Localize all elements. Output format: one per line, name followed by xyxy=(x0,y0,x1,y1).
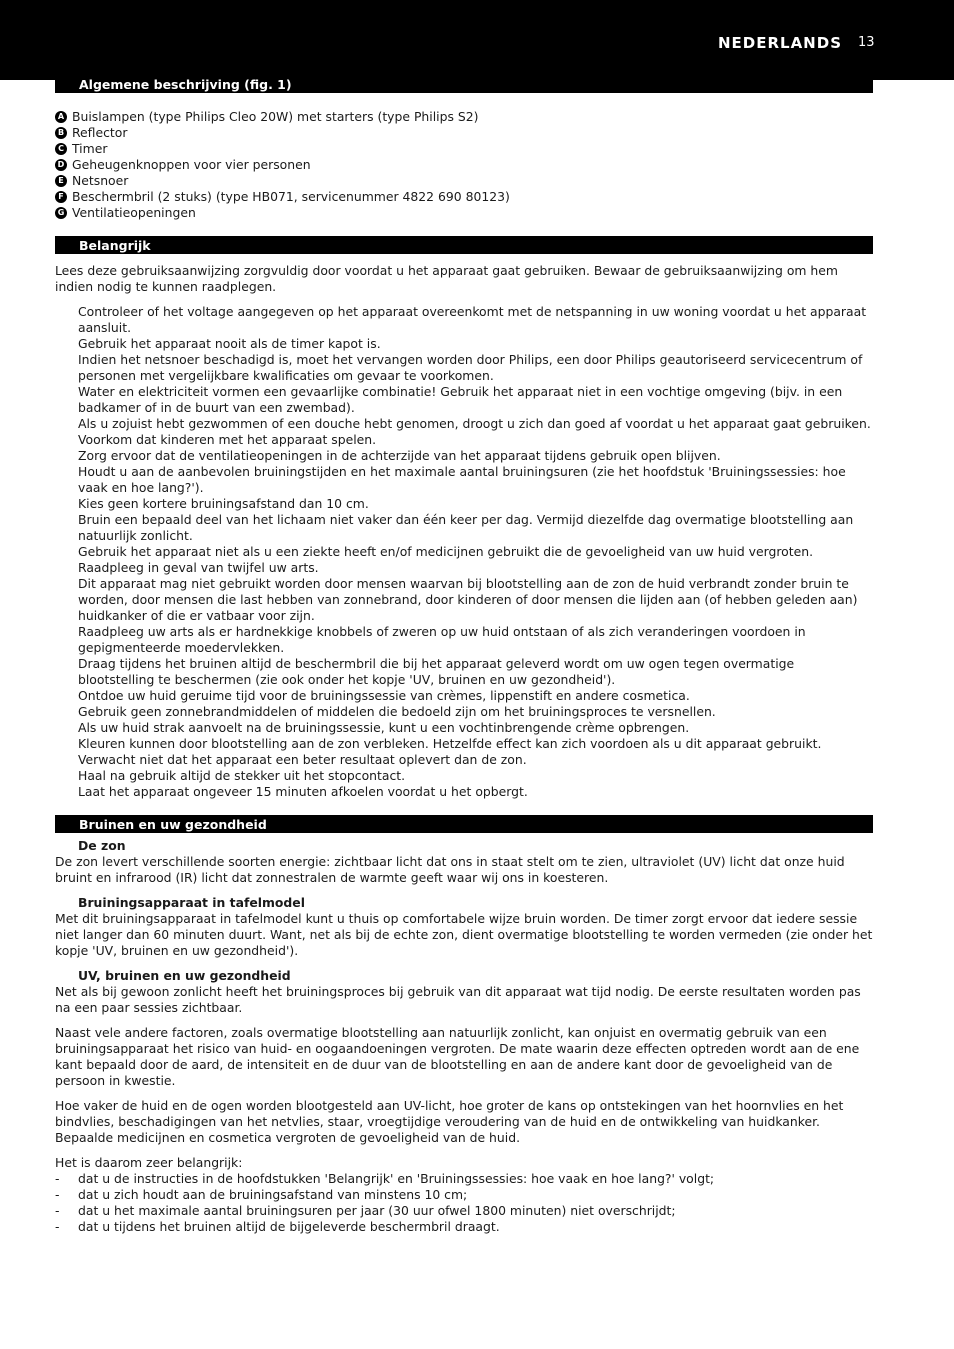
list-item: Dit apparaat mag niet gebruikt worden door mensen waarvan bij blootstelling aan de zon de huid verbrandt zonder bruin te worden, door mensen die last hebben van zonnebrand, door kinderen of door mensen die lijden aan (of hebben geleden aan) huidkanker of die er vatbaar voor zijn. xyxy=(78,576,858,623)
list-item: Gebruik geen zonnebrandmiddelen of middelen die bedoeld zijn om het bruiningsproces te versnellen. xyxy=(78,704,716,719)
list-item xyxy=(55,1171,873,1187)
list-item: Water en elektriciteit vormen een gevaarlijke combinatie! Gebruik het apparaat niet in een vochtige omgeving (bijv. in een badkamer of in de buurt van een zwembad). xyxy=(78,384,843,415)
parts-legend xyxy=(55,109,873,221)
dash-marker: - xyxy=(55,1187,60,1202)
list-item: Kies geen kortere bruiningsafstand dan 10 cm. xyxy=(78,496,369,511)
legend-item xyxy=(55,189,873,205)
list-item: Houdt u aan de aanbevolen bruiningstijden en het maximale aantal bruiningsuren (zie het hoofdstuk 'Bruiningssessies: hoe vaak en hoe lang?'). xyxy=(78,464,846,495)
list-item: Voorkom dat kinderen met het apparaat spelen. xyxy=(78,432,377,447)
legend-item-text: Reflector xyxy=(72,125,128,140)
list-item-text: dat u zich houdt aan de bruiningsafstand van minstens 10 cm; xyxy=(78,1187,468,1202)
subheading-table-model: Bruiningsapparaat in tafelmodel xyxy=(78,895,305,910)
list-item: Ontdoe uw huid geruime tijd voor de bruiningssessie van crèmes, lippenstift en andere cosmetica. xyxy=(78,688,690,703)
list-item: Bruin een bepaald deel van het lichaam niet vaker dan één keer per dag. Vermijd diezelfde dag overmatige blootstelling aan natuurlijk zonlicht. xyxy=(78,512,854,543)
list-item: Als uw huid strak aanvoelt na de bruiningssessie, kunt u een vochtinbrengende crème opbrengen. xyxy=(78,720,690,735)
legend-item-text: Ventilatieopeningen xyxy=(72,205,196,220)
legend-item-text: Netsnoer xyxy=(72,173,129,188)
list-item: Kleuren kunnen door blootstelling aan de zon verbleken. Hetzelfde effect kan zich voordoen als u dit apparaat gebruikt. xyxy=(78,736,822,751)
letter-d-badge: D xyxy=(55,159,67,171)
list-item xyxy=(55,1187,873,1203)
legend-item xyxy=(55,125,873,141)
dash-marker: - xyxy=(55,1171,60,1186)
list-item-text: dat u het maximale aantal bruiningsuren per jaar (30 uur ofwel 1800 minuten) niet overschrijdt; xyxy=(78,1203,676,1218)
uv-paragraph-3: Hoe vaker de huid en de ogen worden blootgesteld aan UV-licht, hoe groter de kans op ontstekingen van het hoornvlies en het bindvlies, beschadigingen van het netvlies, staar, vroegtijdige veroudering van de huid en de ontwikkeling van huidkanker. Bepaalde medicijnen en cosmetica vergroten de gevoeligheid van de huid. xyxy=(55,1098,844,1145)
list-item: Gebruik het apparaat niet als u een ziekte heeft en/of medicijnen gebruikt die de gevoeligheid van uw huid vergroten. Raadpleeg in geval van twijfel uw arts. xyxy=(78,544,814,575)
subheading-uv: UV, bruinen en uw gezondheid xyxy=(78,968,291,983)
section-heading-important: Belangrijk xyxy=(55,236,873,254)
list-item: Draag tijdens het bruinen altijd de beschermbril die bij het apparaat geleverd wordt om uw ogen tegen overmatige blootstelling te beschermen (zie ook onder het kopje 'UV, bruinen en uw gezondheid'). xyxy=(78,656,795,687)
letter-a-badge: A xyxy=(55,111,67,123)
list-item: Zorg ervoor dat de ventilatieopeningen in de achterzijde van het apparaat tijdens gebruik open blijven. xyxy=(78,448,721,463)
uv-paragraph-4: Het is daarom zeer belangrijk: xyxy=(55,1155,243,1170)
list-item: Indien het netsnoer beschadigd is, moet het vervangen worden door Philips, een door Philips geautoriseerd servicecentrum of personen met vergelijkbare kwalificaties om gevaar te voorkomen. xyxy=(78,352,863,383)
legend-item-text: Beschermbril (2 stuks) (type HB071, servicenummer 4822 690 80123) xyxy=(72,189,510,204)
section-heading-general: Algemene beschrijving (fig. 1) xyxy=(55,75,873,93)
page-number: 13 xyxy=(858,35,875,50)
section-heading-health: Bruinen en uw gezondheid xyxy=(55,815,873,833)
list-item xyxy=(55,1219,873,1235)
document-body xyxy=(55,75,873,1235)
letter-g-badge: G xyxy=(55,207,67,219)
list-item: Haal na gebruik altijd de stekker uit het stopcontact. xyxy=(78,768,406,783)
list-item: Als u zojuist hebt gezwommen of een douche hebt genomen, droogt u zich dan goed af voordat u het apparaat gaat gebruiken. xyxy=(78,416,871,431)
legend-item xyxy=(55,205,873,221)
list-item: Verwacht niet dat het apparaat een beter resultaat oplevert dan de zon. xyxy=(78,752,527,767)
uv-paragraph-1: Net als bij gewoon zonlicht heeft het bruiningsproces bij gebruik van dit apparaat wat tijd nodig. De eerste resultaten worden pas na een paar sessies zichtbaar. xyxy=(55,984,861,1015)
list-item: Laat het apparaat ongeveer 15 minuten afkoelen voordat u het opbergt. xyxy=(78,784,528,799)
uv-paragraph-2: Naast vele andere factoren, zoals overmatige blootstelling aan natuurlijk zonlicht, kan onjuist en overmatig gebruik van een bruiningsapparaat het risico van huid- en oogaandoeningen vergroten. De mate waarin deze effecten optreden wordt aan de ene kant bepaald door de aard, de intensiteit en de duur van de blootstelling en aan de andere kant door de gevoeligheid van de persoon in kwestie. xyxy=(55,1025,860,1088)
letter-b-badge: B xyxy=(55,127,67,139)
list-item-text: dat u tijdens het bruinen altijd de bijgeleverde beschermbril draagt. xyxy=(78,1219,500,1234)
uv-dash-list xyxy=(55,1171,873,1235)
sun-text: De zon levert verschillende soorten energie: zichtbaar licht dat ons in staat stelt om te zien, ultraviolet (UV) licht dat onze huid bruint en infrarood (IR) licht dat zonnestralen de warmte geeft waar wij ons in koesteren. xyxy=(55,854,845,885)
list-item-text: dat u de instructies in de hoofdstukken 'Belangrijk' en 'Bruiningssessies: hoe vaak en hoe lang?' volgt; xyxy=(78,1171,715,1186)
legend-item xyxy=(55,141,873,157)
legend-item xyxy=(55,157,873,173)
list-item: Raadpleeg uw arts als er hardnekkige knobbels of zweren op uw huid ontstaan of als zich veranderingen voordoen in gepigmenteerde moedervlekken. xyxy=(78,624,806,655)
list-item: Gebruik het apparaat nooit als de timer kapot is. xyxy=(78,336,381,351)
language-label: NEDERLANDS xyxy=(717,34,842,52)
list-item xyxy=(55,1203,873,1219)
letter-f-badge: F xyxy=(55,191,67,203)
legend-item xyxy=(55,109,873,125)
list-item: Controleer of het voltage aangegeven op het apparaat overeenkomt met de netspanning in uw woning voordat u het apparaat aansluit. xyxy=(78,304,867,335)
page-header-bar xyxy=(0,0,954,80)
important-intro: Lees deze gebruiksaanwijzing zorgvuldig door voordat u het apparaat gaat gebruiken. Bewaar de gebruiksaanwijzing om hem indien nodig te kunnen raadplegen. xyxy=(55,263,838,294)
legend-item-text: Geheugenknoppen voor vier personen xyxy=(72,157,311,172)
letter-e-badge: E xyxy=(55,175,67,187)
important-list xyxy=(55,304,873,800)
dash-marker: - xyxy=(55,1203,60,1218)
legend-item-text: Buislampen (type Philips Cleo 20W) met starters (type Philips S2) xyxy=(72,109,479,124)
letter-c-badge: C xyxy=(55,143,67,155)
table-model-text: Met dit bruiningsapparaat in tafelmodel kunt u thuis op comfortabele wijze bruin worden. De timer zorgt ervoor dat iedere sessie niet langer dan 60 minuten duurt. Want, net als bij de echte zon, dient overmatige blootstelling te worden vermeden (zie onder het kopje 'UV, bruinen en uw gezondheid'). xyxy=(55,911,873,958)
legend-item xyxy=(55,173,873,189)
legend-item-text: Timer xyxy=(72,141,108,156)
dash-marker: - xyxy=(55,1219,60,1234)
subheading-sun: De zon xyxy=(78,838,126,853)
